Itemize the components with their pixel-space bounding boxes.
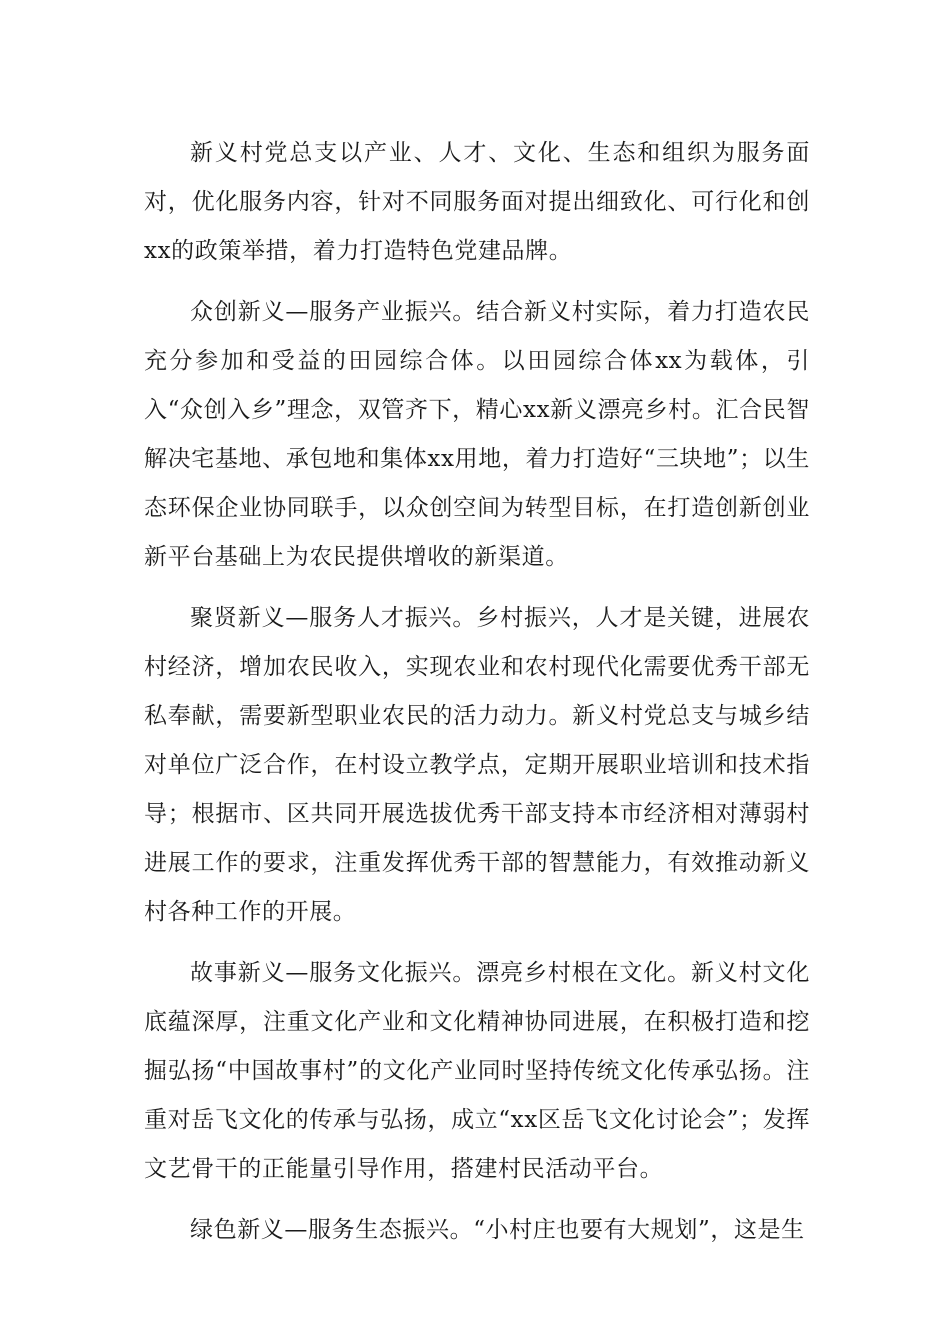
paragraph-intro: 新义村党总支以产业、人才、文化、生态和组织为服务面对，优化服务内容，针对不同服务面对提出细致化、可行化和创xx的政策举措，着力打造特色党建品牌。: [144, 140, 810, 264]
document-body: [144, 129, 810, 1267]
paragraph-ecology: 绿色新义—服务生态振兴。“小村庄也要有大规划”，这是生: [190, 1217, 805, 1243]
paragraph-culture: 故事新义—服务文化振兴。漂亮乡村根在文化。新义村文化底蕴深厚，注重文化产业和文化精神协同进展，在积极打造和挖掘弘扬“中国故事村”的文化产业同时坚持传统文化传承弘扬。注重对岳飞文化的传承与弘扬，成立“xx区岳飞文化讨论会”；发挥文艺骨干的正能量引导作用，搭建村民活动平台。: [144, 960, 810, 1182]
paragraph-industry: 众创新义—服务产业振兴。结合新义村实际，着力打造农民充分参加和受益的田园综合体。以田园综合体xx为载体，引入“众创入乡”理念，双管齐下，精心xx新义漂亮乡村。汇合民智解决宅基地、承包地和集体xx用地，着力打造好“三块地”；以生态环保企业协同联手，以众创空间为转型目标，在打造创新创业新平台基础上为农民提供增收的新渠道。: [144, 299, 810, 570]
paragraph-talent: 聚贤新义—服务人才振兴。乡村振兴，人才是关键，进展农村经济，增加农民收入，实现农业和农村现代化需要优秀干部无私奉献，需要新型职业农民的活力动力。新义村党总支与城乡结对单位广泛合作，在村设立教学点，定期开展职业培训和技术指导；根据市、区共同开展选拔优秀干部支持本市经济相对薄弱村进展工作的要求，注重发挥优秀干部的智慧能力，有效推动新义村各种工作的开展。: [144, 605, 810, 925]
